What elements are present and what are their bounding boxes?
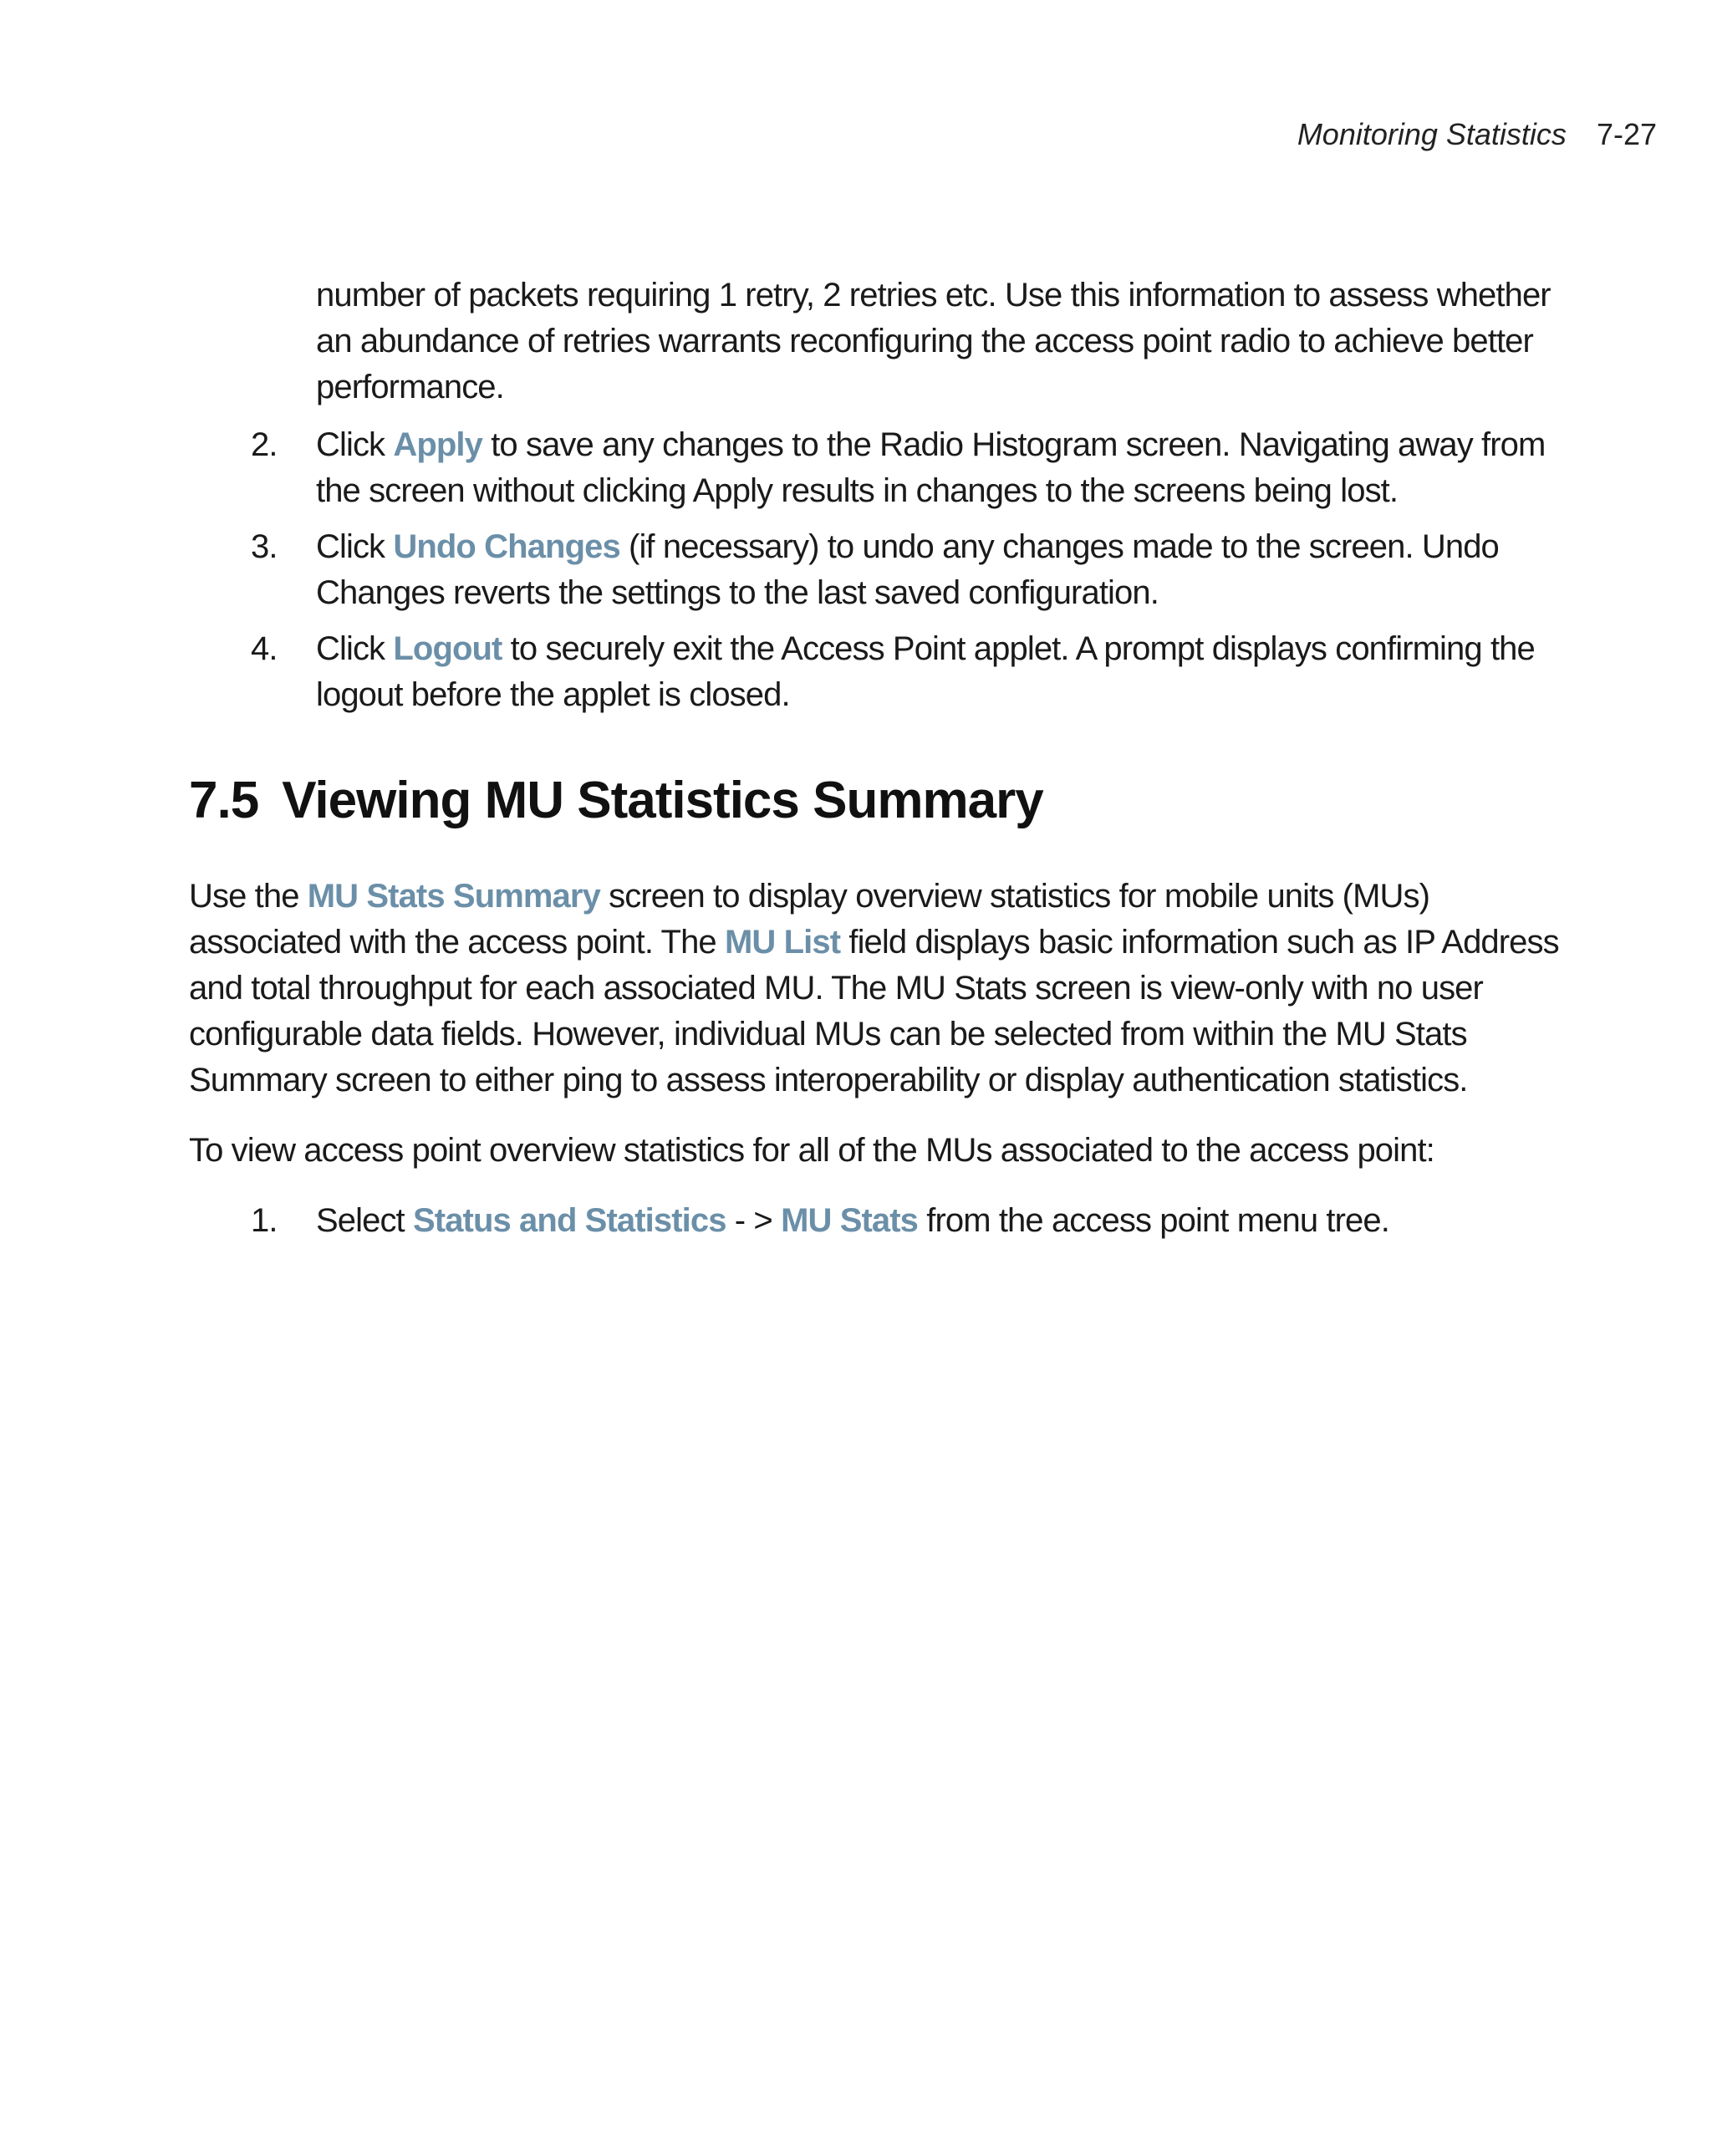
step-item <box>251 1198 1580 1244</box>
step-text-pre: Click <box>316 528 394 565</box>
step-text-pre: Click <box>316 426 394 463</box>
continued-paragraph: number of packets requiring 1 retry, 2 retries etc. Use this information to assess whether an abundance of retries warrants reconfiguring the access point radio to achieve better performance. <box>316 277 1551 405</box>
section-number: 7.5 <box>189 772 259 829</box>
step-item <box>251 524 1580 616</box>
step-text-mid: - > <box>726 1202 782 1239</box>
intro-paragraph <box>189 874 1580 1103</box>
step-number: 1. <box>251 1202 278 1239</box>
step-number: 4. <box>251 630 278 667</box>
section-heading <box>189 771 1043 830</box>
intro-text: field displays basic information such as IP Address and total throughput for each associated MU. The MU Stats screen is view-only with no user configurable data fields. However, individual MUs can be selected from within the MU Stats Summary screen to either ping to assess interoperability or display authentication statistics. <box>189 924 1559 1098</box>
mu-stats-summary-reference: MU Stats Summary <box>307 878 600 915</box>
procedure-steps <box>251 422 1580 728</box>
lead-paragraph: To view access point overview statistics for all of the MUs associated to the access point: <box>189 1132 1434 1169</box>
step-item <box>251 422 1580 514</box>
section-title: Viewing MU Statistics Summary <box>282 772 1043 829</box>
running-header <box>1297 117 1657 152</box>
logout-button-reference: Logout <box>393 630 502 667</box>
step-text-pre: Click <box>316 630 394 667</box>
step-text-pre: Select <box>316 1202 413 1239</box>
header-page-number: 7-27 <box>1596 117 1657 151</box>
intro-text: Use the <box>189 878 308 915</box>
intro-text: screen to display overview statistics for mobile units (MUs) associated with the access point. The <box>189 878 1430 961</box>
step-text-post: from the access point menu tree. <box>918 1202 1389 1239</box>
step-item <box>251 626 1580 718</box>
undo-changes-button-reference: Undo Changes <box>393 528 620 565</box>
step-number: 3. <box>251 528 278 565</box>
procedure-steps-2 <box>251 1198 1580 1254</box>
apply-button-reference: Apply <box>393 426 482 463</box>
step-number: 2. <box>251 426 278 463</box>
step-text-post: (if necessary) to undo any changes made to the screen. Undo Changes reverts the settings to the last saved configuration. <box>316 528 1499 611</box>
status-and-statistics-reference: Status and Statistics <box>413 1202 726 1239</box>
mu-stats-reference: MU Stats <box>781 1202 919 1239</box>
step-text-post: to securely exit the Access Point applet. A prompt displays confirming the logout before the applet is closed. <box>316 630 1535 713</box>
header-section-name: Monitoring Statistics <box>1297 117 1567 151</box>
mu-list-reference: MU List <box>725 924 841 961</box>
step-text-post: to save any changes to the Radio Histogram screen. Navigating away from the screen without clicking Apply results in changes to the screens being lost. <box>316 426 1546 509</box>
